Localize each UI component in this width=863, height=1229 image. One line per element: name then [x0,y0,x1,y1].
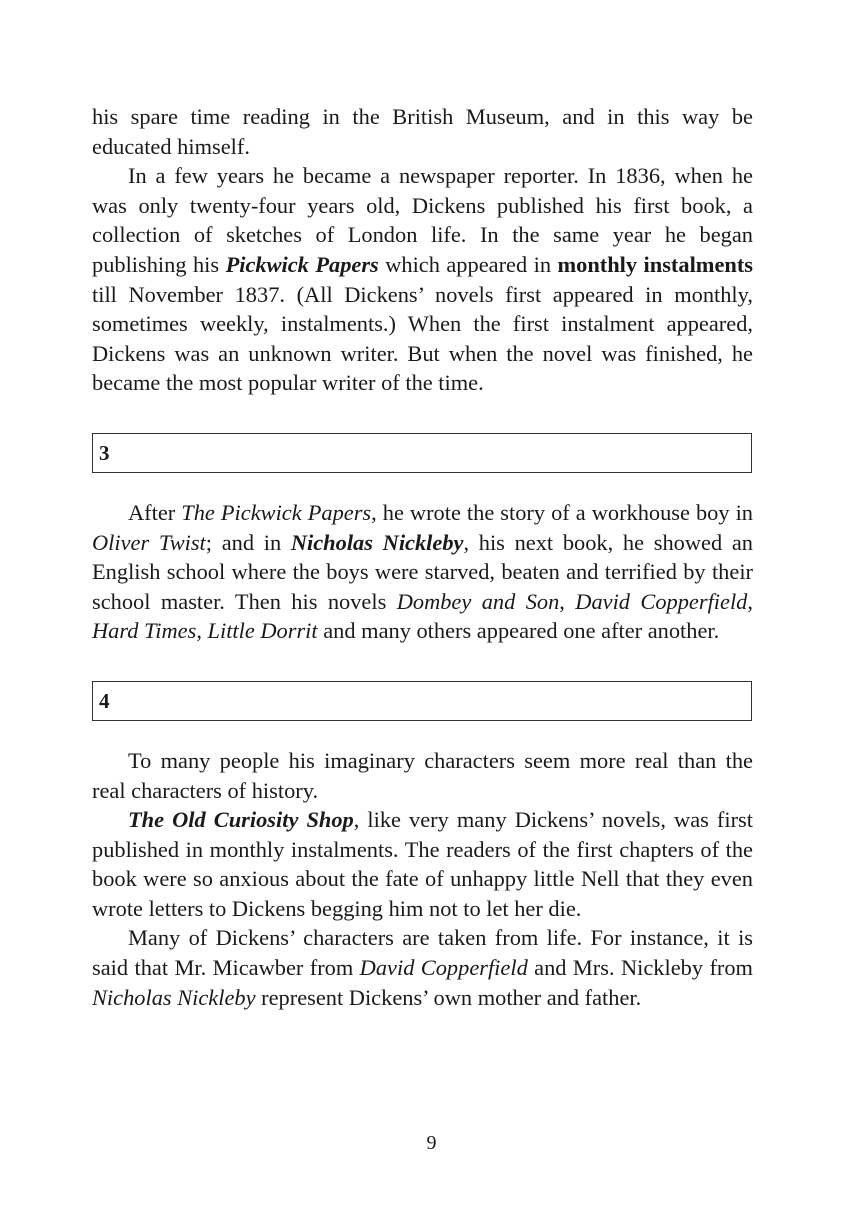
text-run: till November 1837. (All Dickens’ novels first appeared in monthly, sometimes weekly, instalments.) When the first instalment appeared, Dickens was an unknown writer. But when the novel was finished, he became the most popular writer of the time. [92,281,753,396]
text-run: his spare time reading in the British Museum, and in this way be educated himself. [92,104,753,159]
text-run: and Mrs. Nickleby from [527,955,753,981]
text-run: , [559,588,576,614]
emphasis-run: Hard Times [92,618,197,644]
section-box-3 [92,433,752,473]
emphasis-run: Nicholas Nickleby [92,984,256,1010]
emphasis-run: David Copperfield [575,588,748,614]
page-number: 9 [426,1132,437,1154]
section-4 [92,746,753,1012]
paragraph [92,161,753,398]
paragraph [92,102,753,161]
section-intro [92,102,753,398]
text-run: represent Dickens’ own mother and father. [255,984,642,1010]
text-run: which appeared in [378,251,558,277]
text-run: To many people his imaginary characters seem more real than the real characters of history. [92,747,753,803]
section-box-label: 3 [99,440,110,465]
text-run: After [128,499,182,525]
text-run: , his next book, he showed an English school where the boys were starved, beaten and terrified by their school master. Then his novels [92,529,753,614]
paragraph [92,805,753,923]
emphasis-run: David Copperfield [359,955,528,981]
emphasis-run: Nicholas Nickleby [290,529,464,555]
emphasis-run: Pickwick Papers [225,251,379,277]
section-box-label: 4 [99,688,110,713]
text-run: , [747,588,753,614]
paragraph [92,923,753,1012]
text-run: ; and in [205,529,291,555]
text-run: Many of Dickens’ characters are taken from life. For instance, it is said that Mr. Micawber from [92,925,753,981]
emphasis-run: The Old Curiosity Shop [128,807,354,833]
text-run: and many others appeared one after another. [317,618,720,644]
emphasis-run: Dombey and Son [396,588,560,614]
emphasis-run: Oliver Twist [92,529,206,555]
text-run: , like very many Dickens’ novels, was first published in monthly instalments. The readers of the first chapters of the book were so anxious about the fate of unhappy little Nell that they even wrote letters to Dickens begging him not to let her die. [92,807,753,921]
emphasis-run: monthly instalments [557,251,754,277]
section-box-4 [92,681,752,721]
text-run: , [196,618,208,644]
page-body [92,102,753,1012]
text-run: In a few years he became a newspaper reporter. In 1836, when he was only twenty-four years old, Dickens published his first book, a collection of sketches of London life. In the same year he began publishing his [92,163,753,277]
emphasis-run: The Pickwick Papers [181,499,372,525]
text-run: , he wrote the story of a workhouse boy in [371,499,753,525]
emphasis-run: Little Dorrit [207,618,318,644]
paragraph [92,498,753,646]
section-3 [92,498,753,646]
paragraph [92,746,753,805]
